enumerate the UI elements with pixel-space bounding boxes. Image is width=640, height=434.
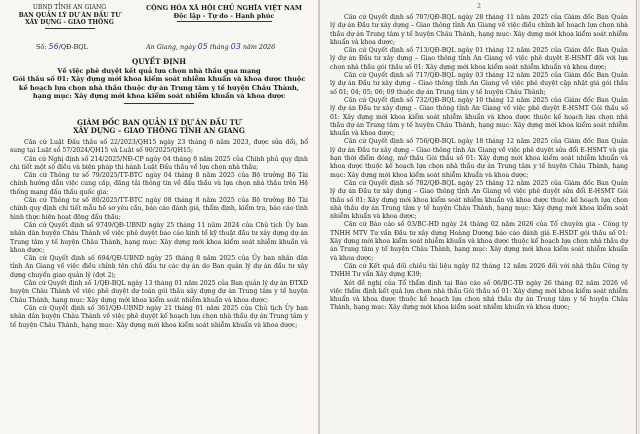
number-suffix: /QĐ-BQL (58, 43, 88, 51)
subtitle-line: hạng mục: Xây dựng mới khoa kiểm soát nhiễm khuẩn và khoa dược (32, 92, 286, 101)
agency-rule (45, 28, 95, 29)
left-body (10, 139, 308, 330)
legal-basis-paragraph: Căn cứ Quyết định số 694/QĐ-UBND ngày 25 tháng 8 năm 2025 của Ủy ban nhân dân tỉnh An Giang về việc điều chỉnh tên chủ đầu tư các dự án do Ban quản lý dự án đầu tư xây dựng chuyển giao quản lý (đợt 2); (10, 255, 308, 279)
date-day: 05 (197, 42, 208, 51)
legal-basis-paragraph: Xét đề nghị của Tổ thẩm định tại Báo cáo số 06/BC-TĐ ngày 26 tháng 02 năm 2026 về việc thẩm định kết quả lựa chọn nhà thầu Gói thầu số 01: Xây dựng mới khoa kiểm soát nhiễm khuẩn và khoa dược thuộc kế hoạch lựa chọn nhà thầu dự án Trung tâm y tế huyện Châu Thành, hạng mục: Xây dựng mới khoa kiểm soát nhiễm khuẩn và khoa dược; (330, 279, 628, 312)
legal-basis-paragraph: Căn cứ Kết quả đối chiếu tài liệu ngày 02 tháng 12 năm 2026 đối với nhà thầu Công ty TNHH Tư vấn Xây dựng K39; (330, 262, 628, 279)
legal-basis-paragraph: Căn cứ Quyết định số 1/QĐ-BQL ngày 13 tháng 01 năm 2025 của Ban quản lý dự án ĐTXD huyện Châu Thành về việc phê duyệt dự toán gói thầu xây dựng dự án Trung tâm y tế huyện Châu Thành, hạng mục: Xây dựng mới khoa kiểm soát nhiễm khuẩn và khoa dược; (10, 280, 308, 304)
date-suffix: năm 2026 (242, 43, 276, 51)
legal-basis-paragraph: Căn cứ Quyết định số 713/QĐ-BQL ngày 01 tháng 12 năm 2025 của Giám đốc Ban Quản lý dự án Đầu tư xây dựng – Giao thông tỉnh An Giang về việc phê duyệt E-HSMT đối với lựa chọn nhà thầu gói thầu số 01: Xây dựng mới khoa kiểm soát nhiễm khuẩn và khoa dược; (330, 47, 628, 71)
subtitle-line: Gói thầu số 01: Xây dựng mới khoa kiểm soát nhiễm khuẩn và khoa dược thuộc (12, 75, 306, 84)
document-subtitle (8, 67, 310, 104)
subtitle-line: Về việc phê duyệt kết quả lựa chọn nhà thầu qua mạng (57, 67, 261, 75)
agency-line-2: BAN QUẢN LÝ DỰ ÁN ĐẦU TƯ (18, 11, 121, 19)
legal-basis-paragraph: Căn cứ Luật Đấu thầu số 22/2023/QH15 ngày 23 tháng 6 năm 2023, được sửa đổi, bổ sung tại Luật số 57/2024/QH15 và Luật số 90/2025/QH15; (10, 139, 308, 155)
authority-heading (8, 119, 310, 136)
legal-basis-paragraph: Căn cứ Quyết định số 707/QĐ-BQL ngày 28 tháng 11 năm 2025 của Giám đốc Ban Quản lý dự án Đầu tư xây dựng – Giao thông tỉnh An Giang về việc điều chỉnh kế hoạch lựa chọn nhà thầu dự án Trung tâm y tế huyện Châu Thành, hạng mục: Xây dựng mới khoa kiểm soát nhiễm khuẩn và khoa dược; (330, 14, 628, 46)
agency-header (12, 4, 127, 29)
legal-basis-paragraph: Căn cứ Báo cáo số 03/BC-HD ngày 24 tháng 02 năm 2026 của Tổ chuyên gia - Công ty TNHH MTV Tư vấn Đầu tư xây dựng Hoàng Dương báo cáo đánh giá E-HSDT gói thầu số 01: Xây dựng mới khoa kiểm soát nhiễm khuẩn và khoa dược thuộc kế hoạch lựa chọn nhà thầu dự án Trung tâm y tế huyện Châu Thành, hạng mục: Xây dựng mới khoa kiểm soát nhiễm khuẩn và khoa dược; (330, 221, 628, 262)
legal-basis-paragraph: Căn cứ Quyết định số 361/QĐ-UBND ngày 21 tháng 01 năm 2025 của Chủ tịch Ủy ban nhân dân huyện Châu Thành về việc phê duyệt kế hoạch lựa chọn nhà thầu dự án Trung tâm y tế huyện Châu Thành, hạng mục: Xây dựng mới khoa kiểm soát nhiễm khuẩn và khoa dược; (10, 304, 308, 329)
page-edge (636, 0, 637, 434)
document-date (146, 42, 275, 51)
legal-basis-paragraph: Căn cứ Quyết định số 732/QĐ-BQL ngày 10 tháng 12 năm 2025 của Giám đốc Ban Quản lý dự án Đầu tư xây dựng – Giao thông tỉnh An Giang về việc phê duyệt E-HSMT Gói thầu số 01: Xây dựng mới khoa kiểm soát nhiễm khuẩn và khoa dược thuộc kế hoạch lựa chọn nhà thầu dự án Trung tâm y tế huyện Châu Thành, hạng mục: Xây dựng mới khoa kiểm soát nhiễm khuẩn và khoa dược; (330, 96, 628, 138)
legal-basis-paragraph: Căn cứ Thông tư số 80/2025/TT-BTC ngày 08 tháng 8 năm 2025 của Bộ trưởng Bộ Tài chính quy định chi tiết mẫu hồ sơ yêu cầu, báo cáo đánh giá, thẩm định, kiểm tra, báo cáo tình hình thực hiện hoạt động đấu thầu; (10, 197, 308, 221)
national-motto-1: CỘNG HÒA XÃ HỘI CHỦ NGHĨA VIỆT NAM (146, 4, 302, 12)
document-title: QUYẾT ĐỊNH (132, 57, 186, 66)
national-rule (177, 21, 272, 22)
agency-line-3: XÂY DỰNG - GIAO THÔNG (25, 19, 114, 26)
date-prefix: An Giang, ngày (146, 43, 196, 51)
legal-basis-paragraph: Căn cứ Quyết định số 756/QĐ-BQL ngày 18 tháng 12 năm 2025 của Giám đốc Ban Quản lý dự án Đầu tư xây dựng – Giao thông tỉnh An Giang về việc phê duyệt sửa đổi E-HSMT và gia hạn thời điểm đóng, mở thầu Gói thầu số 01: Xây dựng mới khoa kiểm soát nhiễm khuẩn và khoa dược thuộc kế hoạch lựa chọn nhà thầu dự án Trung tâm y tế huyện Châu Thành, hạng mục: Xây dựng mới khoa kiểm soát nhiễm khuẩn và khoa dược; (330, 138, 628, 179)
national-header (136, 4, 312, 22)
legal-basis-paragraph: Căn cứ Quyết định số 717/QĐ-BQL ngày 03 tháng 12 năm 2025 của Giám đốc Ban Quản lý dự án Đầu tư xây dựng – Giao thông tỉnh An Giang về việc phê duyệt cập nhật giá gói thầu số 01; 04; 05; 06; 09 thuộc dự án Trung tâm y tế huyện Châu Thành; (330, 72, 628, 96)
page-number: 2 (477, 3, 481, 10)
national-motto-2: Độc lập - Tự do - Hạnh phúc (173, 12, 275, 20)
legal-basis-paragraph: Căn cứ Quyết định số 782/QĐ-BQL ngày 25 tháng 12 năm 2025 của Giám đốc Ban Quản lý dự án Đầu tư xây dựng – Giao thông tỉnh An Giang về việc phê duyệt sửa đổi E-HSMT Gói thầu số 01: Xây dựng mới khoa kiểm soát nhiễm khuẩn và khoa dược thuộc kế hoạch lựa chọn nhà thầu dự án Trung tâm y tế huyện Châu Thành, hạng mục: Xây dựng mới khoa kiểm soát nhiễm khuẩn và khoa dược; (330, 179, 628, 221)
page-left (0, 0, 318, 434)
number-handwritten: 56 (48, 42, 59, 51)
date-month: 03 (230, 42, 241, 51)
subtitle-line: kế hoạch lựa chọn nhà thầu thuộc dự án Trung tâm y tế huyện Châu Thành, (18, 83, 300, 92)
legal-basis-paragraph: Căn cứ Thông tư số 79/2025/TT-BTC ngày 04 tháng 8 năm 2025 của Bộ trưởng Bộ Tài chính hướng dẫn việc cung cấp, đăng tải thông tin về đấu thầu và lựa chọn nhà thầu trên Hệ thống mạng đấu thầu quốc gia; (10, 172, 308, 196)
right-body (330, 14, 628, 313)
date-mid: tháng (209, 43, 229, 51)
legal-basis-paragraph: Căn cứ Quyết định số 9749/QĐ-UBND ngày 25 tháng 11 năm 2024 của Chủ tịch Ủy ban nhân dân huyện Châu Thành về việc phê duyệt báo cáo kinh tế kỹ thuật đầu tư xây dựng dự án Trung tâm y tế huyện Châu Thành, hạng mục: Xây dựng mới khoa kiểm soát nhiễm khuẩn và khoa dược; (10, 221, 308, 254)
legal-basis-paragraph: Căn cứ Nghị định số 214/2025/NĐ-CP ngày 04 tháng 8 năm 2025 của Chính phủ quy định chi tiết một số điều và biện pháp thi hành Luật Đấu thầu về lựa chọn nhà thầu; (10, 155, 308, 171)
number-prefix: Số: (36, 43, 47, 51)
document-number (36, 42, 88, 51)
page-right (320, 0, 638, 434)
authority-line: XÂY DỰNG – GIAO THÔNG TỈNH AN GIANG (73, 126, 245, 136)
subtitle-rule (124, 103, 194, 104)
authority-line: GIÁM ĐỐC BAN QUẢN LÝ DỰ ÁN ĐẦU TƯ (77, 118, 241, 127)
agency-line-1: UBND TỈNH AN GIANG (32, 4, 107, 11)
